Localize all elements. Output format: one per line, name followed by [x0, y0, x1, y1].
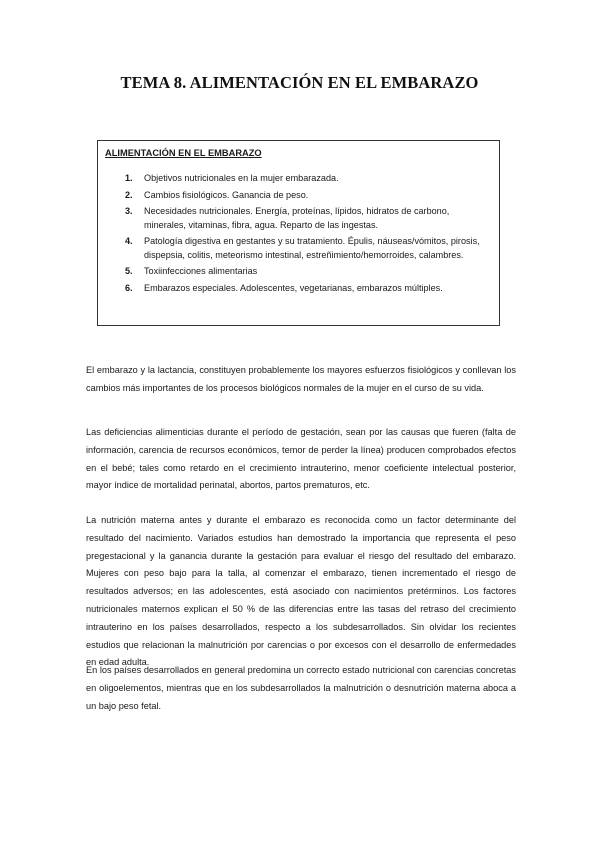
list-item-number: 5. [125, 266, 133, 277]
summary-list [125, 172, 490, 299]
paragraph-3: La nutrición materna antes y durante el embarazo es reconocida como un factor determinante del resultado del nacimiento. Variados estudios han demostrado la importancia que representa el peso pregestacional y la ganancia durante la gestación para evaluar el riesgo del resultado del embarazo. Mujeres con peso bajo para la talla, al comenzar el embarazo, tienen incrementado el riesgo de resultados adversos; en las adolescentes, está asociado con nacimientos pretérminos. Los factores nutricionales maternos explican el 50 % de las diferencias entre las tasas del retraso del crecimiento intrauterino en los países desarrollados, respecto a los subdesarrollados. Sin olvidar los recientes estudios que relacionan la malnutrición por carencias o por excesos con el desarrollo de enfermedades en edad adulta. [86, 515, 516, 668]
list-item [125, 189, 490, 202]
list-item [125, 205, 490, 231]
list-item [125, 235, 490, 261]
list-item-text: Patología digestiva en gestantes y su tratamiento. Épulis, náuseas/vómitos, pirosis, dispepsia, colitis, meteorismo intestinal, estreñimiento/hemorroides, calambres. [144, 236, 480, 260]
page-title: TEMA 8. ALIMENTACIÓN EN EL EMBARAZO [120, 73, 479, 92]
list-item-number: 3. [125, 206, 133, 217]
summary-box [97, 140, 500, 326]
paragraph-2: Las deficiencias alimenticias durante el período de gestación, sean por las causas que fueren (falta de información, carencia de recursos económicos, temor de perder la línea) producen comprobados efectos en el bebé; tales como retardo en el crecimiento intrauterino, menor coeficiente intelectual posterior, mayor índice de mortalidad perinatal, abortos, partos prematuros, etc. [86, 427, 516, 491]
paragraph-4: En los países desarrollados en general predomina un correcto estado nutricional con carencias concretas en oligoelementos, mientras que en los subdesarrollados la malnutrición o desnutrición materna aboca a un bajo peso fetal. [86, 665, 516, 711]
list-item-number: 4. [125, 236, 133, 247]
list-item-number: 2. [125, 189, 133, 200]
list-item-text: Necesidades nutricionales. Energía, proteínas, lípidos, hidratos de carbono, minerales, vitaminas, fibra, agua. Reparto de las ingestas. [144, 206, 450, 230]
summary-box-heading: ALIMENTACIÓN EN EL EMBARAZO [105, 148, 262, 158]
list-item [125, 282, 490, 295]
list-item [125, 172, 490, 185]
list-item-number: 1. [125, 173, 133, 183]
list-item-text: Toxiinfecciones alimentarias [144, 266, 258, 277]
list-item-text: Objetivos nutricionales en la mujer embarazada. [144, 173, 339, 183]
paragraph-1: El embarazo y la lactancia, constituyen probablemente los mayores esfuerzos fisiológicos y conllevan los cambios más importantes de los procesos biológicos normales de la mujer en el curso de su vida. [86, 365, 516, 393]
list-item-number: 6. [125, 282, 133, 293]
list-item [125, 265, 490, 278]
list-item-text: Embarazos especiales. Adolescentes, vegetarianas, embarazos múltiples. [144, 282, 443, 293]
list-item-text: Cambios fisiológicos. Ganancia de peso. [144, 189, 309, 200]
